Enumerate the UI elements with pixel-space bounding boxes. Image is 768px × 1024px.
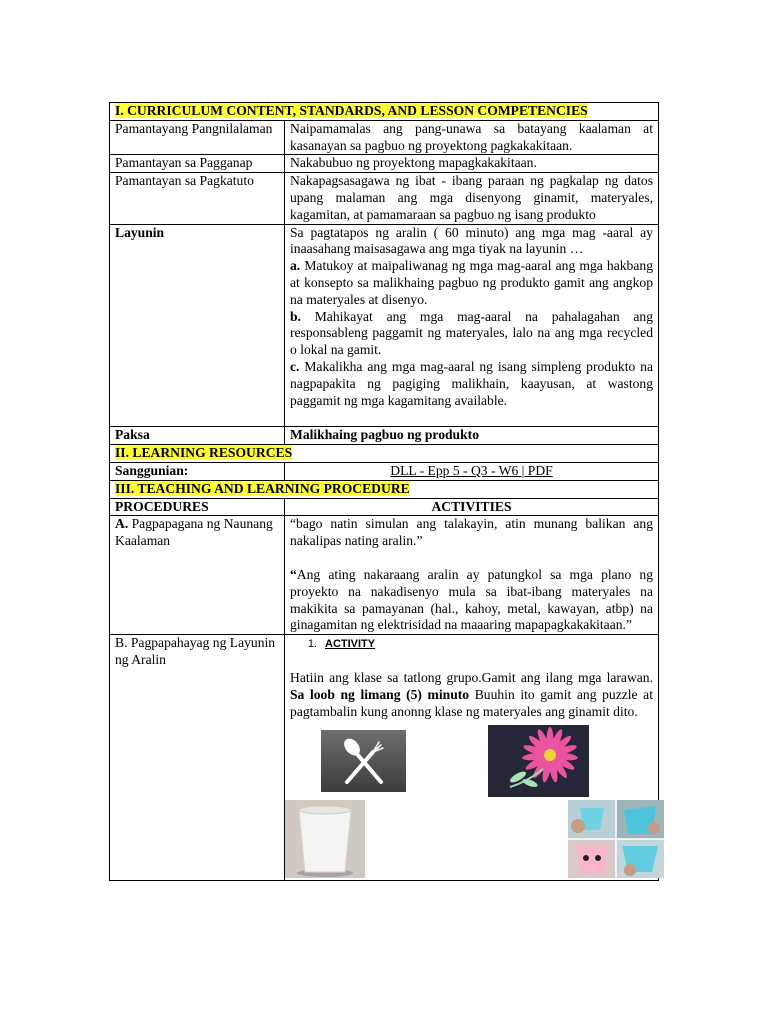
- column-header-row: [110, 498, 659, 516]
- spoon-fork-image: [321, 730, 406, 792]
- reference-link[interactable]: DLL - Epp 5 - Q3 - W6 | PDF: [390, 462, 553, 478]
- instruction-start: Hatiin ang klase sa tatlong grupo.Gamit ang ilang mga larawan.: [290, 669, 653, 685]
- procedure-b-content: [285, 635, 659, 881]
- activity-heading: [290, 635, 653, 653]
- objective-a-text: Matukoy at maipaliwanag ng mga mag-aaral ang mga hakbang at konsepto sa malikhaing pagbuo ng produkto gamit ang angkop na materyales at disenyo.: [290, 258, 653, 307]
- objective-b: [290, 309, 653, 359]
- procedure-a-content: [285, 516, 659, 635]
- objectives-cell: [285, 224, 659, 427]
- spoon-flower-image: [488, 725, 589, 797]
- content-standard-text: Naipamamalas ang pang-unawa sa batayang kaalaman at kasanayan sa pagbuo ng proyektong pagkakakitaan.: [285, 120, 659, 155]
- procedure-b-label: B. Pagpapahayag ng Layunin ng Aralin: [110, 635, 285, 881]
- learning-competency-row: [110, 173, 659, 224]
- performance-standard-label: Pamantayan sa Pagganap: [110, 155, 285, 173]
- objective-c-text: Makalikha ang mga mag-aaral ng isang simpleng produkto na nagpapakita ng pagiging malikhain, kaayusan, at wastong paggamit ng mga kagamitang available.: [290, 358, 653, 408]
- procedure-a-quote2: [290, 567, 653, 634]
- section1-row: [110, 103, 659, 121]
- procedure-a-label: [110, 516, 285, 635]
- objectives-intro: Sa pagtatapos ng aralin ( 60 minuto) ang mga mag -aaral ay inaasahang maisasagawa ang mga tiyak na layunin …: [290, 224, 653, 257]
- objective-a: [290, 258, 653, 308]
- procedure-a-letter: A.: [115, 516, 129, 532]
- section3-row: [110, 480, 659, 498]
- instruction-end: Buuhin ito gamit ang puzzle at pagtambalin kung anonng klase ng materyales ang ginamit dito.: [290, 686, 653, 719]
- objective-c-letter: c.: [290, 358, 300, 374]
- objective-c: [290, 359, 653, 409]
- content-standard-label: Pamantayang Pangnilalaman: [110, 120, 285, 155]
- activity-instruction: [290, 670, 653, 720]
- procedure-b-row: [110, 635, 659, 881]
- objectives-row: [110, 224, 659, 427]
- activities-header: ACTIVITIES: [285, 498, 659, 516]
- activity-label: ACTIVITY: [325, 638, 376, 651]
- reference-label: Sanggunian:: [110, 462, 285, 480]
- content-standard-row: [110, 120, 659, 155]
- procedure-a-row: [110, 516, 659, 635]
- topic-row: [110, 427, 659, 445]
- procedures-header: PROCEDURES: [110, 498, 285, 516]
- learning-competency-label: Pamantayan sa Pagkatuto: [110, 173, 285, 224]
- procedure-a-text: Pagpapagana ng Naunang Kaalaman: [115, 516, 273, 549]
- procedure-a-quote2-text: Ang ating nakaraang aralin ay patungkol sa mga plano ng proyekto na nakadisenyo mula sa ibat-ibang materyales na makikita sa pamayanan (hal., kahoy, metal, kawayan, atbp) na ginagamitan ng elektrisidad na maaaring mapapagkakakitaan.”: [290, 566, 653, 633]
- lesson-plan-table: [109, 102, 659, 881]
- section1-title: I. CURRICULUM CONTENT, STANDARDS, AND LESSON COMPETENCIES: [115, 103, 588, 118]
- objectives-label: Layunin: [110, 224, 285, 427]
- performance-standard-row: [110, 155, 659, 173]
- procedure-a-quote2-open: “: [290, 566, 297, 582]
- procedure-a-quote1: “bago natin simulan ang talakayin, atin munang balikan ang nakalipas nating aralin.”: [290, 516, 653, 549]
- performance-standard-text: Nakabubuo ng proyektong mapagkakakitaan.: [285, 155, 659, 173]
- objective-b-letter: b.: [290, 308, 301, 324]
- activity-images: [290, 720, 653, 880]
- objective-b-text: Mahikayat ang mga mag-aaral na pahalagahan ang responsableng paggamit ng materyales, lalo na ang mga recycled o lokal na gamit.: [290, 308, 653, 358]
- learning-competency-text: Nakapagsasagawa ng ibat - ibang paraan ng pagkalap ng datos upang malaman ang mga disenyong ginamit, materyales, kagamitan, at pamamaraan sa pagbuo ng isang produkto: [285, 173, 659, 224]
- topic-text: Malikhaing pagbuo ng produkto: [285, 427, 659, 445]
- reference-row: [110, 462, 659, 480]
- cup-craft-image: [568, 800, 664, 878]
- paper-cup-image: [285, 800, 365, 878]
- objective-a-letter: a.: [290, 258, 301, 274]
- section3-title: III. TEACHING AND LEARNING PROCEDURE: [115, 480, 410, 496]
- section2-title: II. LEARNING RESOURCES: [115, 445, 293, 461]
- activity-number: 1.: [307, 638, 317, 651]
- instruction-bold: Sa loob ng limang (5) minuto: [290, 686, 470, 702]
- section2-row: [110, 445, 659, 463]
- topic-label: Paksa: [110, 427, 285, 445]
